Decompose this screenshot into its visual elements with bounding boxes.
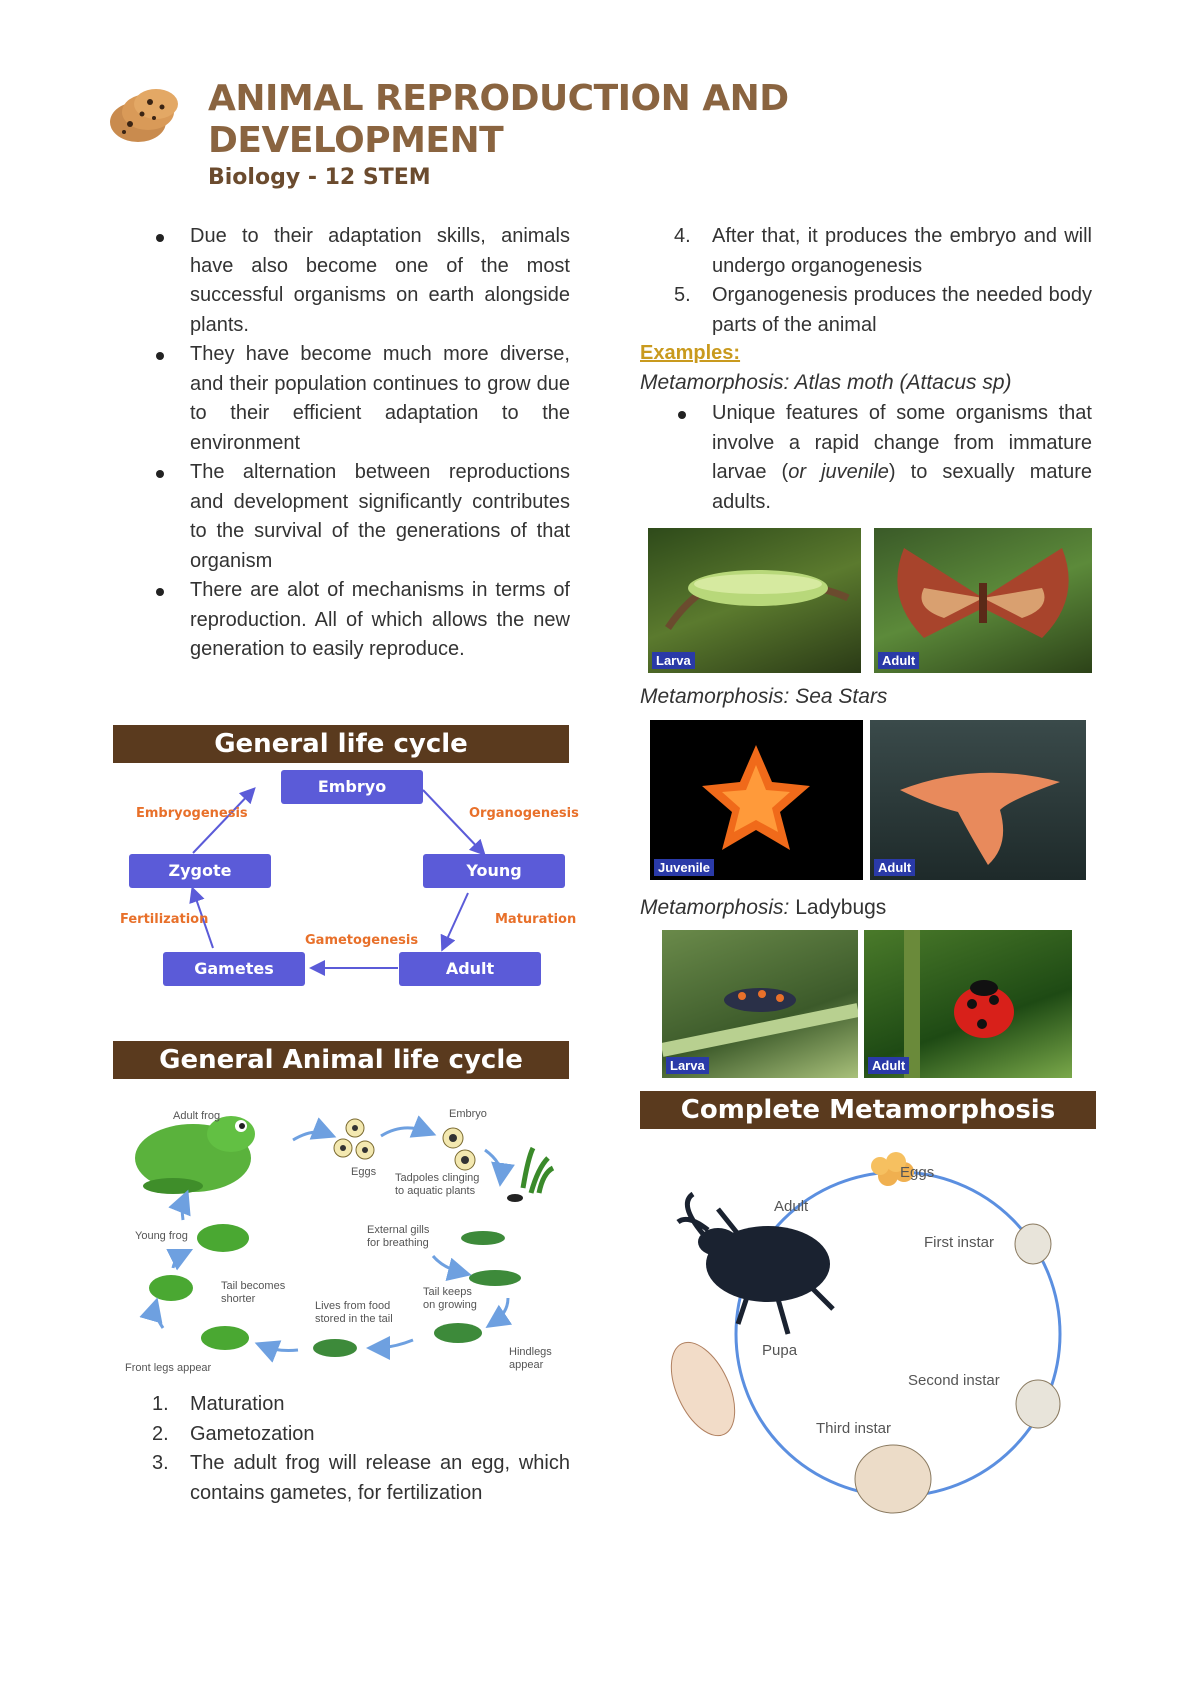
page-title-line2: DEVELOPMENT <box>208 120 504 161</box>
frog-life-cycle-diagram <box>113 1098 569 1380</box>
item-text: Gametozation <box>190 1422 315 1445</box>
right-numbered-list <box>674 222 1092 340</box>
adult-tag: Adult <box>878 652 919 669</box>
stage-zygote: Zygote <box>129 854 271 888</box>
stage-adult: Adult <box>399 952 541 986</box>
label-tail-growing-line1: Tail keeps <box>423 1286 472 1298</box>
label-pupa: Pupa <box>762 1342 798 1359</box>
item-text: After that, it produces the embryo and will undergo organogenesis <box>712 225 1092 277</box>
moth-caption <box>640 371 1012 395</box>
juvenile-seastar-icon <box>650 720 863 880</box>
larva-tag: Larva <box>652 652 695 669</box>
adult-tag: Adult <box>868 1057 909 1074</box>
label-adult-frog: Adult frog <box>173 1110 221 1122</box>
animal-life-cycle-banner: General Animal life cycle <box>113 1041 569 1079</box>
bullet-part-or: or <box>788 461 822 483</box>
label-gills-line1: External gills <box>367 1224 430 1236</box>
label-tail-growing-line2: on growing <box>423 1299 477 1311</box>
label-hindlegs-line2: appear <box>509 1359 544 1371</box>
process-maturation: Maturation <box>495 912 577 927</box>
intro-bullet: The alternation between reproductions and development significantly contributes to the survival of the generations of that organism <box>152 458 570 576</box>
label-tadpoles <box>395 1172 479 1198</box>
label-embryo: Embryo <box>449 1108 487 1120</box>
intro-bullet: There are alot of mechanisms in terms of reproduction. All of which allows the new generation to easily reproduce. <box>152 576 570 665</box>
numbered-item <box>152 1390 570 1420</box>
label-food-tail <box>315 1300 393 1326</box>
stage-young: Young <box>423 854 565 888</box>
ladybug-caption-prefix: Metamorphosis: <box>640 896 790 919</box>
label-tail-shorter <box>221 1280 285 1306</box>
label-first-instar: First instar <box>924 1234 995 1251</box>
ladybug-larva-photo <box>662 930 858 1078</box>
item-number: 1. <box>152 1393 169 1415</box>
label-external-gills <box>367 1224 429 1250</box>
stage-gametes: Gametes <box>163 952 305 986</box>
label-eggs: Eggs <box>900 1164 935 1181</box>
process-organogenesis: Organogenesis <box>469 806 579 821</box>
intro-bullet: Due to their adaptation skills, animals have also become one of the most successful organisms on earth alongside plants. <box>152 222 570 340</box>
item-number: 3. <box>152 1452 169 1474</box>
examples-heading: Examples: <box>640 342 741 364</box>
page-title <box>208 78 908 162</box>
bullet-part-b: ) to sexually mature adults. <box>712 461 1092 513</box>
label-tail-shorter-line2: shorter <box>221 1293 256 1305</box>
adult-tag: Adult <box>874 859 915 876</box>
ladybug-larva-icon <box>662 930 858 1078</box>
metamorphosis-bullet <box>674 399 1092 517</box>
moth-caption-suffix: ) <box>1004 371 1012 394</box>
metamorphosis-bullet-item <box>674 399 1092 517</box>
label-second-instar: Second instar <box>908 1372 1000 1389</box>
seastar-adult-photo <box>870 720 1086 880</box>
metamorphosis-illustration <box>648 1134 1098 1524</box>
stage-embryo: Embryo <box>281 770 423 804</box>
adult-seastar-icon <box>870 720 1086 880</box>
item-number: 4. <box>674 225 691 247</box>
label-food-line1: Lives from food <box>315 1300 391 1312</box>
ladybug-adult-photo <box>864 930 1072 1078</box>
ladybug-caption <box>640 896 886 920</box>
intro-bullets <box>152 222 570 665</box>
label-adult: Adult <box>774 1198 809 1215</box>
larva-tag: Larva <box>666 1057 709 1074</box>
ladybug-icon <box>864 930 1072 1078</box>
label-third-instar: Third instar <box>816 1420 892 1437</box>
item-text: Maturation <box>190 1393 285 1415</box>
bullet-part-a: Unique features of some organisms that involve a rapid change from immature larvae ( <box>712 402 1092 483</box>
item-number: 5. <box>674 284 691 306</box>
label-tadpoles-line1: Tadpoles clinging <box>395 1172 480 1184</box>
left-numbered-list <box>152 1390 570 1508</box>
complete-metamorphosis-banner: Complete Metamorphosis <box>640 1091 1096 1129</box>
label-front-legs: Front legs appear <box>125 1362 212 1374</box>
numbered-item <box>152 1449 570 1508</box>
label-food-line2: stored in the tail <box>315 1313 393 1325</box>
label-eggs: Eggs <box>351 1166 377 1178</box>
moth-adult-photo <box>874 528 1092 673</box>
label-hindlegs-line1: Hindlegs <box>509 1346 552 1358</box>
page-title-line1: ANIMAL REPRODUCTION AND <box>208 78 789 119</box>
ladybug-caption-name: Ladybugs <box>789 896 887 919</box>
page-subtitle: Biology - 12 STEM <box>208 165 431 190</box>
moth-caption-sci: Attacus sp <box>906 371 1005 394</box>
intro-bullet: They have become much more diverse, and their population continues to grow due to their efficient adaptation to the environment <box>152 340 570 458</box>
general-life-cycle-banner: General life cycle <box>113 725 569 763</box>
bullet-part-juvenile: juvenile <box>821 461 889 483</box>
complete-metamorphosis-diagram <box>648 1134 1098 1524</box>
numbered-item <box>674 222 1092 281</box>
moth-caption-prefix: Metamorphosis: Atlas moth ( <box>640 371 907 394</box>
item-text: The adult frog will release an egg, which contains gametes, for fertilization <box>190 1452 570 1504</box>
label-young-frog: Young frog <box>135 1230 188 1242</box>
label-tail-shorter-line1: Tail becomes <box>221 1280 286 1292</box>
general-life-cycle-diagram <box>113 768 579 998</box>
process-gametogenesis: Gametogenesis <box>305 933 419 948</box>
juvenile-tag: Juvenile <box>654 859 714 876</box>
seastar-juvenile-photo <box>650 720 863 880</box>
label-tail-growing <box>423 1286 477 1312</box>
numbered-item <box>152 1420 570 1450</box>
item-text: Organogenesis produces the needed body parts of the animal <box>712 284 1092 336</box>
label-hindlegs <box>509 1346 552 1372</box>
process-embryogenesis: Embryogenesis <box>136 806 248 821</box>
seastar-caption: Metamorphosis: Sea Stars <box>640 685 888 708</box>
moth-larva-photo <box>648 528 861 673</box>
label-tadpoles-line2: to aquatic plants <box>395 1185 476 1197</box>
cookie-logo <box>104 82 184 148</box>
numbered-item <box>674 281 1092 340</box>
label-gills-line2: for breathing <box>367 1237 429 1249</box>
process-fertilization: Fertilization <box>120 912 209 927</box>
item-number: 2. <box>152 1422 169 1445</box>
